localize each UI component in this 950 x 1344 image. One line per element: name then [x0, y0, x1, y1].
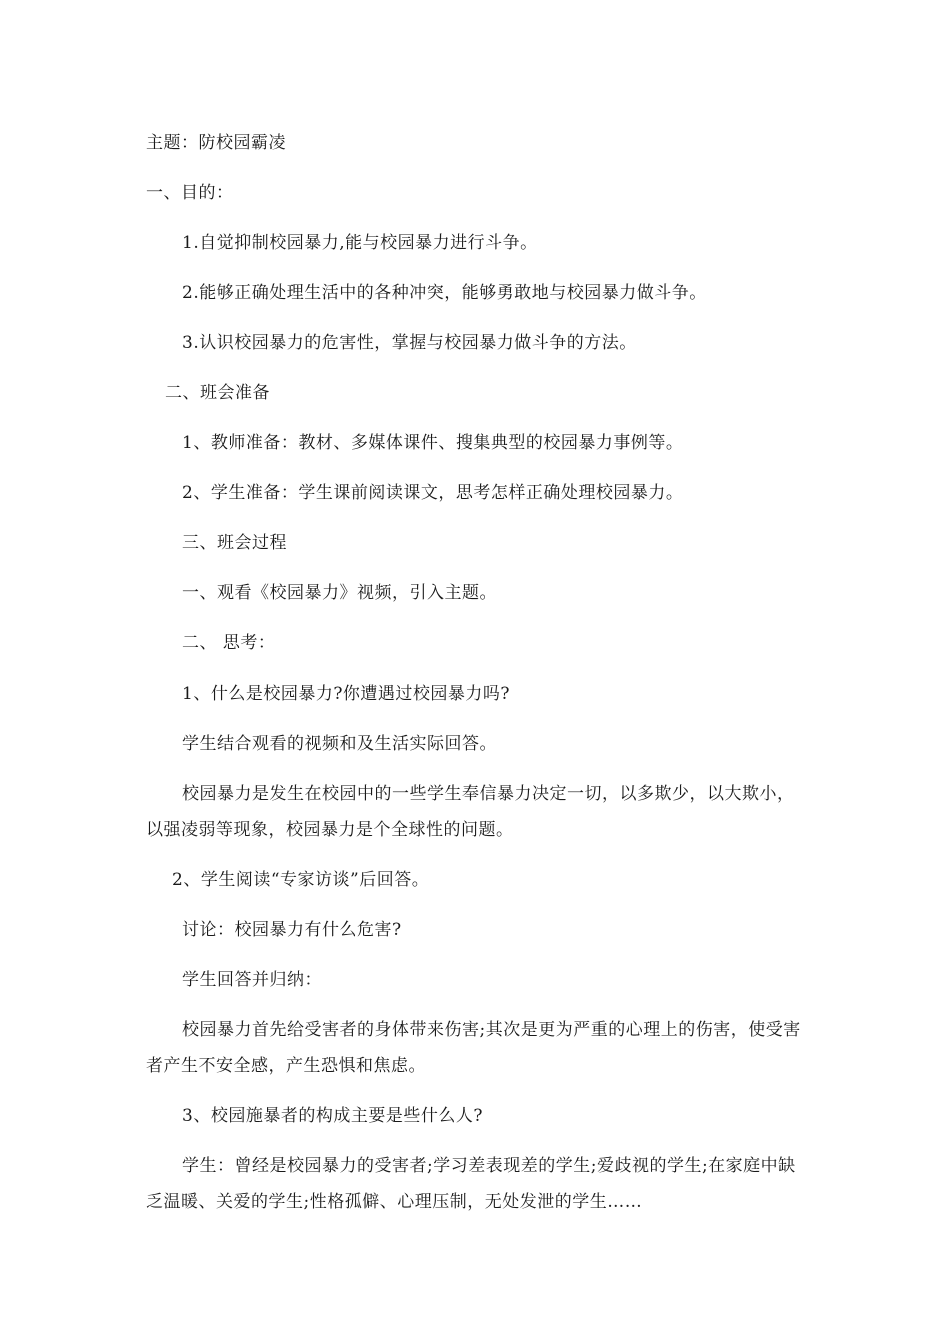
section-heading-process: 三、班会过程: [182, 533, 287, 553]
question-3-answer: 学生：曾经是校园暴力的受害者;学习差表现差的学生;爱歧视的学生;在家庭中缺乏温暖、关爱的学生;性格孤僻、心理压制，无处发泄的学生……: [146, 1156, 796, 1212]
theme-title: 主题：防校园霸凌: [146, 133, 286, 153]
goal-item-2: 2.能够正确处理生活中的各种冲突，能够勇敢地与校园暴力做斗争。: [182, 283, 707, 303]
question-1: 1、什么是校园暴力?你遭遇过校园暴力吗?: [182, 684, 511, 704]
prep-item-teacher: 1、教师准备：教材、多媒体课件、搜集典型的校园暴力事例等。: [182, 433, 684, 453]
process-step-1: 一、观看《校园暴力》视频，引入主题。: [182, 583, 497, 603]
question-2-answer: 校园暴力首先给受害者的身体带来伤害;其次是更为严重的心理上的伤害，使受害者产生不安全感，产生恐惧和焦虑。: [146, 1020, 801, 1076]
question-3: 3、校园施暴者的构成主要是些什么人?: [182, 1106, 483, 1126]
question-2-instruction: 学生回答并归纳：: [182, 970, 322, 990]
section-heading-purpose: 一、目的：: [146, 183, 234, 203]
goal-item-1: 1.自觉抑制校园暴力,能与校园暴力进行斗争。: [182, 233, 538, 253]
question-1-answer: 校园暴力是发生在校园中的一些学生奉信暴力决定一切，以多欺少，以大欺小，以强凌弱等现象，校园暴力是个全球性的问题。: [146, 784, 795, 840]
question-2-discussion: 讨论：校园暴力有什么危害?: [182, 920, 402, 940]
section-heading-preparation: 二、班会准备: [165, 383, 270, 403]
question-2: 2、学生阅读“专家访谈”后回答。: [172, 870, 430, 890]
goal-item-3: 3.认识校园暴力的危害性，掌握与校园暴力做斗争的方法。: [182, 333, 637, 353]
process-step-2: 二、 思考：: [182, 633, 276, 653]
question-1-instruction: 学生结合观看的视频和及生活实际回答。: [182, 734, 497, 754]
prep-item-student: 2、学生准备：学生课前阅读课文，思考怎样正确处理校园暴力。: [182, 483, 684, 503]
